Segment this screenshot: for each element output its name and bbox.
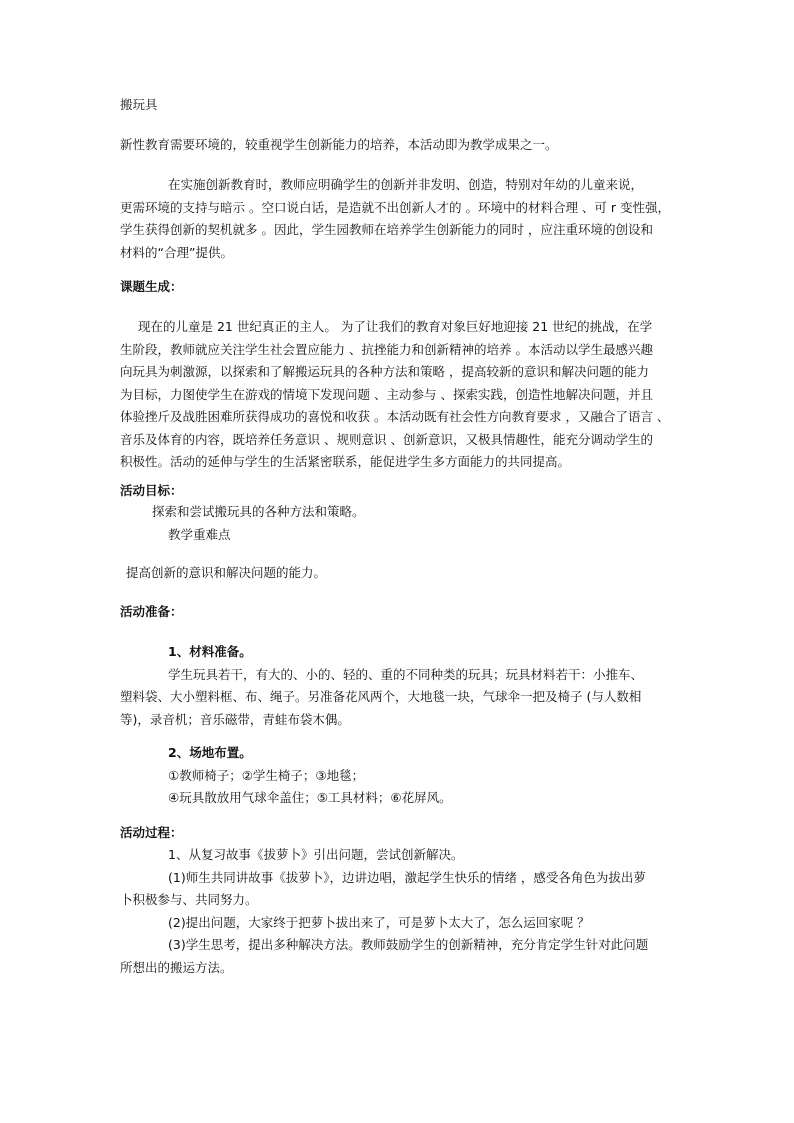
para1-line: 在实施创新教育时，教师应明确学生的创新并非发明、创造，特别对年幼的儿童来说，: [168, 177, 644, 192]
document-title: [120, 94, 680, 117]
heading-prep: [120, 601, 680, 624]
process-sub-line: (2)提出问题，大家终于把萝卜拔出来了，可是萝卜太大了，怎么运回家呢 ？: [168, 914, 590, 930]
title-text: 搬玩具: [120, 97, 158, 112]
heading-process: [120, 822, 680, 845]
para1-line: 材料的“合理”提供。: [120, 244, 233, 260]
process-section: [120, 844, 680, 979]
prep-site-line: ①教师椅子；②学生椅子；③地毯；: [168, 767, 365, 783]
prep-materials-line: 塑料袋、大小塑料框、布、绳子。另准备花风两个，大地毯一块，气球伞一把及椅子 (与人数相: [120, 689, 642, 704]
process-sub-line: (3)学生思考，提出多种解决方法。教师鼓励学生的创新精神，充分肯定学生针对此问题: [168, 937, 649, 952]
paragraph-topic: [120, 316, 680, 474]
para2-line: 积极性。活动的延伸与学生的生活紧密联系，能促进学生多方面能力的共同提高。: [120, 454, 571, 469]
intro-text: 新性教育需要环境的，较重视学生创新能力的培养，本活动即为教学成果之一。: [120, 137, 558, 152]
prep-materials-line: 学生玩具若干，有大的、小的、轻的、重的不同种类的玩具；玩具材料若干：小推车、: [168, 666, 644, 682]
prep-site-title: 2、场地布置。: [168, 745, 252, 760]
heading-goal: [120, 480, 680, 503]
para1-line: 学生获得创新的契机就多 。因此，学生园教师在培养学生创新能力的同时 ，应注重环境的创设和: [120, 222, 653, 237]
para2-line: 向玩具为刺激源，以探索和了解搬运玩具的各种方法和策略 ，提高较新的意识和解决问题的能力: [120, 364, 649, 379]
goal-text: 探索和尝试搬玩具的各种方法和策略。: [152, 504, 365, 519]
heading-goal-text: 活动目标：: [120, 483, 183, 498]
paragraph-innovation: [120, 174, 680, 264]
heading-process-text: 活动过程：: [120, 825, 183, 840]
heading-topic-text: 课题生成：: [120, 279, 183, 294]
para2-line: 生阶段，教师就应关注学生社会置应能力 、抗挫能力和创新精神的培养 。本活动以学生最感兴趣: [120, 341, 653, 357]
goal-section: [120, 501, 680, 546]
heading-prep-text: 活动准备：: [120, 604, 183, 619]
key-point-section: [120, 562, 680, 585]
process-sub-line: 卜积极参与、共同努力。: [120, 892, 258, 907]
process-sub-line: (1)师生共同讲故事《拔萝卜》，边讲边唱，激起学生快乐的情绪 ，感受各角色为拔出萝: [168, 869, 646, 885]
prep-materials-title: 1、材料准备。: [168, 644, 252, 659]
process-step: 1、从复习故事《拔萝卜》引出问题，尝试创新解决。: [168, 847, 464, 862]
para2-line: 现在的儿童是 21 世纪真正的主人。 为了让我们的教育对象巨好地迎接 21 世纪的挑战，在学: [138, 319, 653, 334]
prep-materials: [120, 641, 680, 731]
prep-site: [120, 742, 680, 810]
para2-line: 音乐及体育的内容，既培养任务意识 、规则意识 、创新意识，又极具情趣性，能充分调动学生的: [120, 431, 653, 447]
heading-topic: [120, 276, 680, 299]
key-point-text: 提高创新的意识和解决问题的能力。: [126, 565, 327, 580]
process-sub-line: 所想出的搬运方法。: [120, 959, 233, 975]
para2-line: 体验挫斤及战胜困难所获得成功的喜悦和收获 。本活动既有社会性方向教育要求 ，又融合了语言 、: [120, 409, 670, 424]
key-point-label: 教学重难点: [168, 526, 231, 542]
para1-line: 更需环境的支持与暗示 。空口说白话，是造就不出创新人才的 。环境中的材料合理 、可 r 变性强，: [120, 199, 671, 215]
para2-line: 为目标，力图使学生在游戏的情境下发现问题 、主动参与 、探索实践，创造性地解决问题，并且: [120, 386, 653, 402]
prep-materials-line: 等)，录音机；音乐磁带，青蛙布袋木偶。: [120, 711, 350, 727]
intro-paragraph: [120, 134, 680, 157]
prep-site-line: ④玩具散放用气球伞盖住；⑤工具材料；⑥花屏风。: [168, 790, 452, 805]
